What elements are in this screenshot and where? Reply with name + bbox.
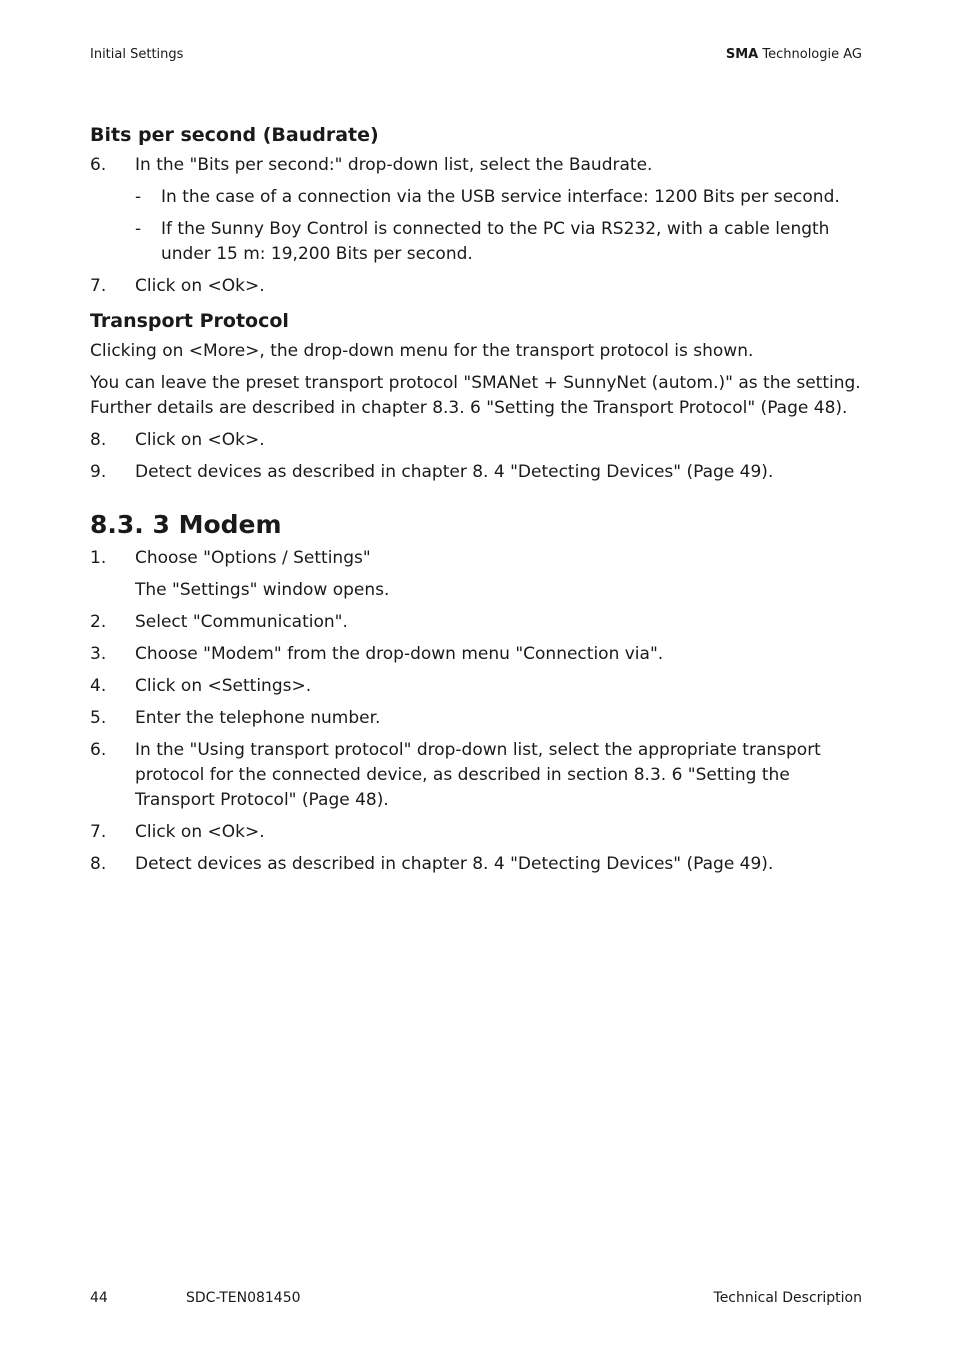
bullet-text: If the Sunny Boy Control is connected to the PC via RS232, with a cable length under 15 m: 19,200 Bits per second.: [161, 219, 830, 264]
document-type: Technical Description: [713, 1290, 862, 1306]
step-text: Select "Communication".: [135, 612, 348, 632]
step-number: 3.: [90, 644, 107, 664]
step-number: 8.: [90, 854, 107, 874]
step-item: [90, 274, 862, 299]
step-number: 8.: [90, 430, 107, 450]
step-text: Click on <Ok>.: [135, 430, 265, 450]
step-item: [90, 706, 862, 731]
step-text: Click on <Ok>.: [135, 822, 265, 842]
heading-baudrate: Bits per second (Baudrate): [90, 124, 379, 146]
bullet-dash: -: [135, 219, 142, 239]
step-item: [90, 820, 862, 845]
step-text: In the "Using transport protocol" drop-down list, select the appropriate transport protocol for the connected device, as described in section 8.3. 6 "Setting the Transport Protocol" (Page 48).: [135, 740, 821, 810]
step-text: Click on <Ok>.: [135, 276, 265, 296]
company-name: Technologie AG: [762, 47, 862, 62]
heading-modem: 8.3. 3 Modem: [90, 510, 282, 539]
header-section: Initial Settings: [90, 47, 184, 62]
step-item: [90, 460, 862, 485]
step-number: 7.: [90, 276, 107, 296]
step-item: [90, 674, 862, 699]
step-item: [90, 428, 862, 453]
bullet-dash: -: [135, 187, 142, 207]
step-number: 9.: [90, 462, 107, 482]
step-text: Detect devices as described in chapter 8. 4 "Detecting Devices" (Page 49).: [135, 854, 774, 874]
bullet-item: [90, 185, 862, 210]
step-note: The "Settings" window opens.: [135, 580, 390, 600]
step-item: [90, 852, 862, 877]
brand-name: SMA: [725, 47, 759, 62]
heading-transport-protocol: Transport Protocol: [90, 310, 289, 332]
step-number: 2.: [90, 612, 107, 632]
document-code: SDC-TEN081450: [186, 1290, 301, 1306]
step-text: In the "Bits per second:" drop-down list, select the Baudrate.: [135, 155, 653, 175]
step-number: 1.: [90, 548, 107, 568]
step-number: 7.: [90, 822, 107, 842]
step-item: [90, 546, 862, 571]
paragraph: Clicking on <More>, the drop-down menu for the transport protocol is shown.: [90, 341, 754, 361]
step-number: 6.: [90, 155, 107, 175]
bullet-text: In the case of a connection via the USB service interface: 1200 Bits per second.: [161, 187, 840, 207]
step-item: [90, 642, 862, 667]
step-text: Enter the telephone number.: [135, 708, 381, 728]
page-content: [90, 120, 862, 884]
header-company: [726, 47, 862, 62]
step-text: Detect devices as described in chapter 8. 4 "Detecting Devices" (Page 49).: [135, 462, 774, 482]
step-number: 5.: [90, 708, 107, 728]
bullet-item: [90, 217, 862, 267]
paragraph: You can leave the preset transport protocol "SMANet + SunnyNet (autom.)" as the setting. Further details are described in chapter 8.3. 6 "Setting the Transport Protocol" (Page 48).: [90, 373, 861, 418]
step-number: 6.: [90, 740, 107, 760]
step-item: [90, 153, 862, 178]
step-item: [90, 610, 862, 635]
step-item: [90, 738, 862, 813]
step-text: Choose "Modem" from the drop-down menu "Connection via".: [135, 644, 664, 664]
step-text: Choose "Options / Settings": [135, 548, 371, 568]
step-text: Click on <Settings>.: [135, 676, 312, 696]
page-number: 44: [90, 1290, 108, 1306]
step-number: 4.: [90, 676, 107, 696]
